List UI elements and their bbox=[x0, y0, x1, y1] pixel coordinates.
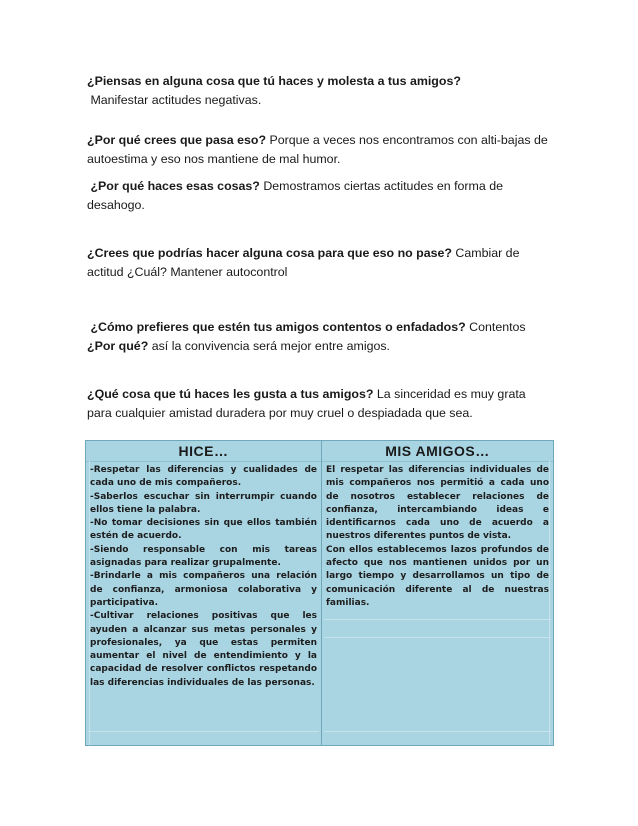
question-4: ¿Crees que podrías hacer alguna cosa para que eso no pase? bbox=[87, 246, 452, 260]
question-2: ¿Por qué crees que pasa eso? bbox=[87, 133, 267, 147]
question-3: ¿Por qué haces esas cosas? bbox=[90, 179, 260, 193]
answer-6: La sinceridad es muy grata para cualquier amistad duradera por muy cruel o despiadada que sea. bbox=[87, 387, 526, 420]
answer-5b: así la convivencia será mejor entre amigos. bbox=[151, 339, 391, 353]
list-item: -No tomar decisiones sin que ellos también estén de acuerdo. bbox=[90, 518, 317, 542]
list-item: -Brindarle a mis compañeros una relación de confianza, armoniosa colaborativa y participativa. bbox=[90, 571, 317, 608]
table-inner-border bbox=[324, 619, 551, 620]
list-item: El respetar las diferencias individuales de mis compañeros nos permitió a cada uno de nosotros establecer relaciones de confianza, intercambiando ideas e identificarnos cada uno de acuerdo a nuestros diferentes puntos de vista. bbox=[326, 465, 549, 542]
list-item: -Saberlos escuchar sin interrumpir cuando ellos tiene la palabra. bbox=[90, 491, 317, 515]
question-block-2 bbox=[87, 131, 552, 169]
question-block-6 bbox=[87, 385, 552, 423]
list-item: -Cultivar relaciones positivas que les ayuden a alcanzar sus metas personales y profesionales, ya que estas permiten aumentar el nivel de entendimiento y la capacidad de resolver conflictos respetando las diferencias individuales de las personas. bbox=[90, 611, 317, 688]
answer-4: Cambiar de actitud ¿Cuál? Mantener autocontrol bbox=[87, 246, 520, 279]
answer-5: Contentos bbox=[469, 320, 526, 334]
question-block-4 bbox=[87, 244, 552, 282]
answer-1: Manifestar actitudes negativas. bbox=[90, 93, 262, 107]
question-5b: ¿Por qué? bbox=[87, 339, 149, 353]
table-header-hice: HICE… bbox=[86, 441, 321, 462]
table-inner-border bbox=[89, 461, 90, 745]
answer-3: Demostramos ciertas actitudes en forma de desahogo. bbox=[87, 179, 503, 212]
table-body-mis-amigos bbox=[322, 462, 553, 610]
question-block-3 bbox=[87, 177, 552, 215]
table-header-mis-amigos: MIS AMIGOS… bbox=[322, 441, 553, 462]
question-1: ¿Piensas en alguna cosa que tú haces y molesta a tus amigos? bbox=[87, 74, 461, 88]
list-item: Con ellos establecemos lazos profundos de afecto que nos mantienen unidos por un largo tiempo y desarrollamos un tipo de comunicación diferente al de nuestras familias. bbox=[326, 544, 549, 608]
question-6: ¿Qué cosa que tú haces les gusta a tus amigos? bbox=[87, 387, 374, 401]
table-inner-border bbox=[88, 731, 319, 732]
question-block-1 bbox=[87, 72, 552, 110]
question-5: ¿Cómo prefieres que estén tus amigos contentos o enfadados? bbox=[90, 320, 466, 334]
table-column-hice bbox=[86, 441, 322, 745]
table-inner-border bbox=[324, 731, 551, 732]
table-column-mis-amigos bbox=[322, 441, 553, 745]
list-item: -Siendo responsable con mis tareas asignadas para realizar grupalmente. bbox=[90, 544, 317, 569]
question-block-5 bbox=[87, 318, 552, 356]
table-inner-border bbox=[324, 637, 551, 638]
list-item: -Respetar las diferencias y cualidades de cada uno de mis compañeros. bbox=[90, 465, 317, 489]
table-inner-border bbox=[549, 461, 550, 745]
answer-2: Porque a veces nos encontramos con alti-bajas de autoestima y eso nos mantiene de mal humor. bbox=[87, 133, 548, 166]
comparison-table bbox=[85, 440, 554, 746]
table-body-hice bbox=[86, 462, 321, 690]
